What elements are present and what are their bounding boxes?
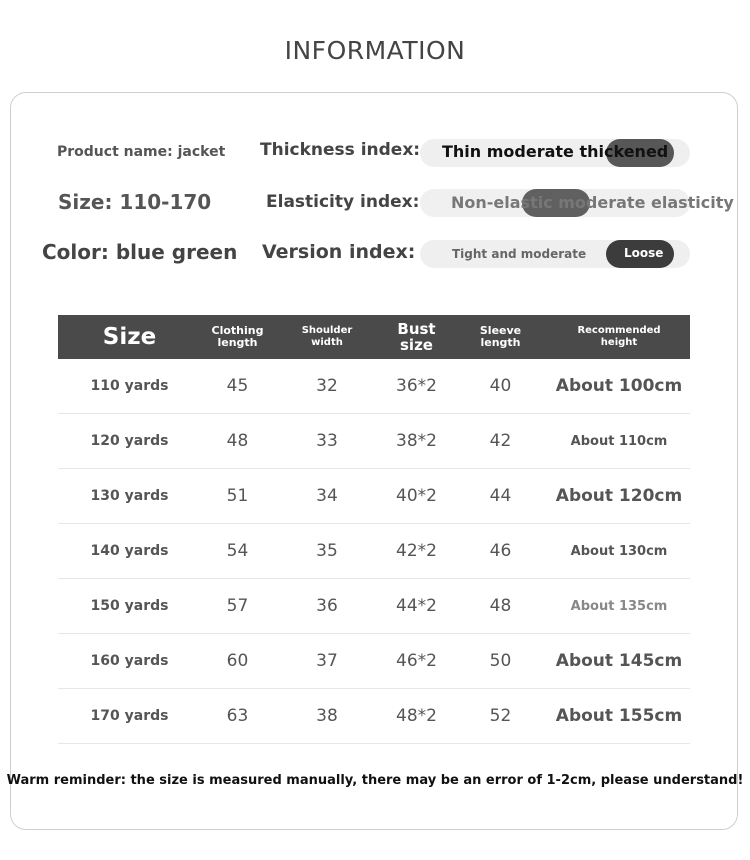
elasticity-index-track — [420, 189, 734, 217]
row-length: 57 — [201, 579, 274, 634]
table-header-row — [58, 315, 690, 359]
table-row — [58, 634, 690, 689]
version-index-track — [420, 240, 690, 268]
version-index-label: Version index: — [262, 241, 416, 263]
row-sleeve: 40 — [453, 359, 548, 414]
table-row — [58, 469, 690, 524]
row-shoulder: 34 — [274, 469, 380, 524]
row-size: 160 yards — [58, 634, 201, 689]
header-recommended-height-line2: height — [600, 337, 638, 348]
version-index-right-option: Loose — [624, 246, 664, 260]
row-bust: 46*2 — [380, 634, 453, 689]
table-row — [58, 689, 690, 744]
row-length: 45 — [201, 359, 274, 414]
row-sleeve: 52 — [453, 689, 548, 744]
header-sleeve-length — [453, 315, 548, 359]
header-bust-size: Bust size — [380, 315, 453, 359]
row-length: 63 — [201, 689, 274, 744]
thickness-index-track — [420, 139, 690, 167]
header-shoulder-width-line2: width — [311, 337, 343, 348]
header-clothing-length-line1: Clothing — [211, 324, 264, 337]
row-length: 60 — [201, 634, 274, 689]
version-index-left-option: Tight and moderate — [452, 247, 587, 261]
page-title: INFORMATION — [284, 36, 466, 65]
row-size: 130 yards — [58, 469, 201, 524]
thickness-index-label: Thickness index: — [260, 140, 421, 160]
row-length: 54 — [201, 524, 274, 579]
row-shoulder: 33 — [274, 414, 380, 469]
row-sleeve: 42 — [453, 414, 548, 469]
elasticity-index-options: Non-elastic moderate elasticity — [451, 193, 734, 212]
header-sleeve-length-line1: Sleeve — [479, 324, 522, 337]
header-size: Size — [58, 315, 201, 359]
row-shoulder: 32 — [274, 359, 380, 414]
header-sleeve-length-line2: length — [480, 336, 521, 349]
row-shoulder: 37 — [274, 634, 380, 689]
product-color: Color: blue green — [42, 240, 238, 264]
table-row — [58, 579, 690, 634]
size-table — [58, 315, 690, 744]
row-height: About 155cm — [548, 689, 690, 744]
header-shoulder-width-line1: Shoulder — [301, 325, 353, 336]
row-length: 51 — [201, 469, 274, 524]
row-size: 150 yards — [58, 579, 201, 634]
row-bust: 48*2 — [380, 689, 453, 744]
header-recommended-height-line1: Recommended — [577, 325, 661, 336]
header-clothing-length — [201, 315, 274, 359]
row-bust: 42*2 — [380, 524, 453, 579]
header-recommended-height — [548, 315, 690, 359]
row-sleeve: 48 — [453, 579, 548, 634]
product-name: Product name: jacket — [57, 144, 226, 160]
product-size: Size: 110-170 — [58, 190, 212, 214]
header-clothing-length-line2: length — [217, 336, 258, 349]
row-height: About 120cm — [548, 469, 690, 524]
row-height: About 145cm — [548, 634, 690, 689]
table-row — [58, 359, 690, 414]
row-bust: 40*2 — [380, 469, 453, 524]
row-size: 120 yards — [58, 414, 201, 469]
header-shoulder-width — [274, 315, 380, 359]
row-height: About 135cm — [548, 579, 690, 634]
row-size: 110 yards — [58, 359, 201, 414]
row-sleeve: 50 — [453, 634, 548, 689]
row-size: 170 yards — [58, 689, 201, 744]
row-shoulder: 35 — [274, 524, 380, 579]
row-bust: 38*2 — [380, 414, 453, 469]
row-shoulder: 38 — [274, 689, 380, 744]
row-sleeve: 46 — [453, 524, 548, 579]
row-height: About 130cm — [548, 524, 690, 579]
row-height: About 110cm — [548, 414, 690, 469]
row-length: 48 — [201, 414, 274, 469]
row-height: About 100cm — [548, 359, 690, 414]
row-bust: 36*2 — [380, 359, 453, 414]
elasticity-index-label: Elasticity index: — [266, 192, 420, 212]
warm-reminder: Warm reminder: the size is measured manually, there may be an error of 1-2cm, please understand! — [6, 773, 744, 788]
row-shoulder: 36 — [274, 579, 380, 634]
row-sleeve: 44 — [453, 469, 548, 524]
row-bust: 44*2 — [380, 579, 453, 634]
row-size: 140 yards — [58, 524, 201, 579]
table-row — [58, 524, 690, 579]
thickness-index-options: Thin moderate thickened — [442, 142, 669, 161]
table-row — [58, 414, 690, 469]
